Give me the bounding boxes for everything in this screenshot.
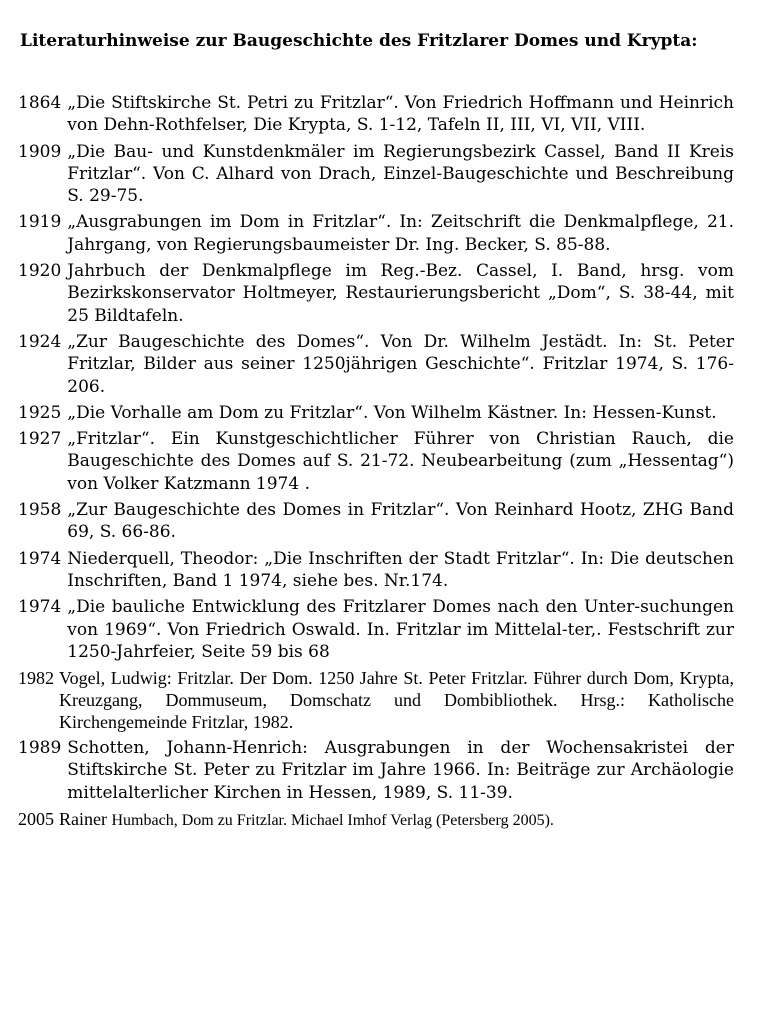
reference-year: 1974	[18, 597, 62, 618]
reference-item	[18, 737, 734, 804]
reference-year: 1919	[18, 212, 62, 233]
reference-text: „Ausgrabungen im Dom in Fritzlar“. In: Zeitschrift die Denkmalpflege, 21. Jahrgang, von Regierungsbaumeister Dr. Ing. Becker, S. 85-88.	[67, 212, 734, 255]
reference-text: „Fritzlar“. Ein Kunstgeschichtlicher Führer von Christian Rauch, die Baugeschichte des Domes auf S. 21-72. Neubearbeitung (zum „Hessentag“) von Volker Katzmann 1974 .	[67, 429, 734, 494]
reference-text: „Die Vorhalle am Dom zu Fritzlar“. Von Wilhelm Kästner. In: Hessen-Kunst.	[67, 402, 717, 423]
reference-text: „Zur Baugeschichte des Domes“. Von Dr. Wilhelm Jestädt. In: St. Peter Fritzlar, Bilder aus seiner 1250jährigen Geschichte“. Fritzlar 1974, S. 176-206.	[67, 331, 734, 397]
reference-text: „Zur Baugeschichte des Domes in Fritzlar“. Von Reinhard Hootz, ZHG Band 69, S. 66-86.	[67, 500, 734, 543]
reference-year: 1925	[18, 402, 62, 423]
reference-item	[18, 402, 734, 424]
reference-text: Jahrbuch der Denkmalpflege im Reg.-Bez. Cassel, I. Band, hrsg. vom Bezirkskonservator Holtmeyer, Restaurierungsbericht „Dom“, S. 38-44, mit 25 Bildtafeln.	[67, 261, 734, 326]
reference-item	[18, 428, 734, 495]
reference-text	[59, 808, 734, 832]
reference-year: 1920	[18, 261, 62, 282]
reference-item	[18, 92, 734, 137]
reference-item	[18, 499, 734, 544]
reference-list	[18, 92, 734, 836]
page-title: Literaturhinweise zur Baugeschichte des Fritzlarer Domes und Krypta:	[20, 31, 698, 51]
reference-year: 2005	[18, 809, 54, 830]
reference-item	[18, 260, 734, 327]
reference-item	[18, 548, 734, 593]
reference-year: 1864	[18, 93, 62, 113]
reference-author-first-name: Rainer	[59, 809, 107, 830]
reference-item	[18, 211, 734, 256]
reference-text: Niederquell, Theodor: „Die Inschriften der Stadt Fritzlar“. In: Die deutschen Inschriften, Band 1 1974, siehe bes. Nr.174.	[67, 548, 734, 591]
reference-item-last	[18, 808, 734, 832]
reference-text: Vogel, Ludwig: Fritzlar. Der Dom. 1250 Jahre St. Peter Fritzlar. Führer durch Dom, Krypta, Kreuzgang, Dommuseum, Domschatz und Dombibliothek. Hrsg.: Katholische Kirchengemeinde Fritzlar, 1982.	[59, 668, 734, 733]
reference-year: 1909	[18, 141, 62, 162]
reference-year: 1924	[18, 331, 62, 352]
reference-item	[18, 596, 734, 663]
reference-item	[18, 331, 734, 398]
reference-year: 1974	[18, 548, 62, 569]
reference-text: Schotten, Johann-Henrich: Ausgrabungen in der Wochensakristei der Stiftskirche St. Peter zu Fritzlar im Jahre 1966. In: Beiträge zur Archäologie mittelalterlicher Kirchen in Hessen, 1989, S. 11-39.	[67, 738, 734, 803]
reference-year: 1927	[18, 429, 62, 450]
reference-item	[18, 141, 734, 208]
reference-text: „Die Stiftskirche St. Petri zu Fritzlar“. Von Friedrich Hoffmann und Heinrich von Dehn-Rothfelser, Die Krypta, S. 1-12, Tafeln II, III, VI, VII, VIII.	[67, 93, 734, 136]
reference-year: 1989	[18, 738, 62, 759]
reference-text: „Die Bau- und Kunstdenkmäler im Regierungsbezirk Cassel, Band II Kreis Fritzlar“. Von C. Alhard von Drach, Einzel-Baugeschichte und Beschreibung S. 29-75.	[67, 141, 734, 207]
reference-text: „Die bauliche Entwicklung des Fritzlarer Domes nach den Unter-suchungen von 1969“. Von Friedrich Oswald. In. Fritzlar im Mittelal-ter,. Festschrift zur 1250-Jahrfeier, Seite 59 bis 68	[67, 597, 734, 662]
reference-item	[18, 667, 734, 733]
reference-year: 1958	[18, 500, 62, 521]
reference-year: 1982	[18, 668, 54, 689]
reference-text-rest: Humbach, Dom zu Fritzlar. Michael Imhof Verlag (Petersberg 2005).	[111, 812, 554, 830]
